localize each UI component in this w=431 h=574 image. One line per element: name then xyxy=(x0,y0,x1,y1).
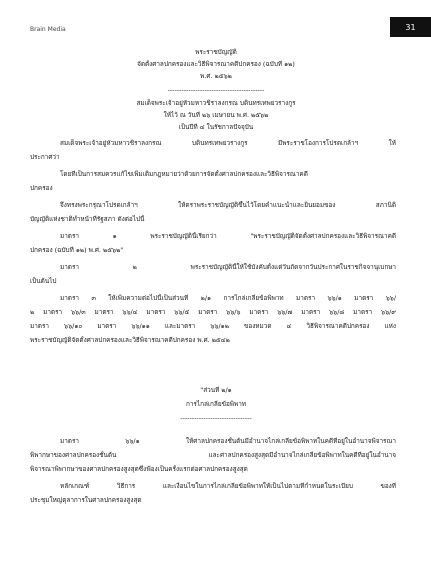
paragraph-line: มาตรา ๑ พระราชบัญญัตินี้เรียกว่า "พระราชบัญญัติจัดตั้งศาลปกครองและวิธีพิจารณาคดี xyxy=(60,232,396,240)
act-title: พระราชบัญญัติ xyxy=(195,48,237,56)
paragraph-line: สมเด็จพระเจ้าอยู่หัวมหาวชิราลงกรณ บดินทรเทพยวรางกูร มีพระราชโองการโปรดเกล้าฯ ให้ xyxy=(60,139,396,147)
king-name: สมเด็จพระเจ้าอยู่หัวมหาวชิราลงกรณ บดินทรเทพยวรางกูร xyxy=(136,99,296,107)
paragraph-line: ประกาศว่า xyxy=(30,153,60,161)
act-year: พ.ศ. ๒๕๖๒ xyxy=(200,72,232,80)
page-number-badge: 31 xyxy=(390,17,431,37)
paragraph-line: พิพากษาของศาลปกครองชั้นต้น และศาลปกครองสูงสุดมีอำนาจไกล่เกลี่ยข้อพิพาทในคดีที่อยู่ในอำนาจ xyxy=(30,451,396,459)
divider: ------------------------------------------ xyxy=(167,86,265,94)
paragraph-line: มาตรา ๖๖/๑ ให้ศาลปกครองชั้นต้นมีอำนาจไกล่เกลี่ยข้อพิพาทในคดีที่อยู่ในอำนาจพิจารณา xyxy=(60,437,396,445)
act-subtitle: จัดตั้งศาลปกครองและวิธีพิจารณาคดีปกครอง (ฉบับที่ ๑๒) xyxy=(137,60,295,68)
paragraph-line: มาตรา ๖๖/๑๐ มาตรา ๖๖/๑๑ และมาตรา ๖๖/๑๒ ของหมวด ๔ วิธีพิจารณาคดีปกครอง แห่ง xyxy=(30,322,396,330)
paragraph-line: พิจารณาพิพากษาของศาลปกครองสูงสุดซึ่งฟ้องเป็นครั้งแรกต่อศาลปกครองสูงสุด xyxy=(30,465,248,473)
paragraph-line: ประชุมใหญ่ตุลาการในศาลปกครองสูงสุด xyxy=(30,496,142,504)
section-heading: "ส่วนที่ ๒/๑ xyxy=(200,386,232,394)
reign-year: เป็นปีที่ ๔ ในรัชกาลปัจจุบัน xyxy=(178,123,254,131)
paragraph-line: เป็นต้นไป xyxy=(30,277,57,285)
paragraph-line: จึงทรงพระกรุณาโปรดเกล้าฯ ให้ตราพระราชบัญญัติขึ้นไว้โดยคำแนะนำและยินยอมของ สภานิติ xyxy=(60,201,396,209)
paragraph-line: บัญญัติแห่งชาติทำหน้าที่รัฐสภา ดังต่อไปนี้ xyxy=(30,215,145,223)
paragraph-line: หลักเกณฑ์ วิธีการ และเงื่อนไขในการไกล่เกลี่ยข้อพิพาทให้เป็นไปตามที่กำหนดในระเบียบ ของที่ xyxy=(60,482,396,490)
paragraph-line: พระราชบัญญัติจัดตั้งศาลปกครองและวิธีพิจารณาคดีปกครอง พ.ศ. ๒๕๔๒ xyxy=(30,336,230,344)
paragraph-line: โดยที่เป็นการสมควรแก้ไขเพิ่มเติมกฎหมายว่าด้วยการจัดตั้งศาลปกครองและวิธีพิจารณาคดี xyxy=(60,170,308,178)
header-brand: Brain Media xyxy=(30,26,66,33)
given-date: ให้ไว้ ณ วันที่ ๒๖ เมษายน พ.ศ. ๒๕๖๒ xyxy=(163,111,269,119)
paragraph-line: มาตรา ๒ พระราชบัญญัตินี้ให้ใช้บังคับตั้งแต่วันถัดจากวันประกาศในราชกิจจานุเบกษา xyxy=(60,263,396,271)
paragraph-line: ปกครอง (ฉบับที่ ๑๒) พ.ศ. ๒๕๖๒" xyxy=(30,246,124,254)
paragraph-line: ปกครอง xyxy=(30,184,53,192)
paragraph-line: ๒ มาตรา ๖๖/๓ มาตรา ๖๖/๔ มาตรา ๖๖/๕ มาตรา ๖๖/๖ มาตรา ๖๖/๗ มาตรา ๖๖/๘ มาตรา ๖๖/๙ xyxy=(30,308,396,316)
divider: ------------------------------- xyxy=(180,414,252,422)
section-title: การไกล่เกลี่ยข้อพิพาท xyxy=(185,400,247,408)
paragraph-line: มาตรา ๓ ให้เพิ่มความต่อไปนี้เป็นส่วนที่ ๒/๑ การไกล่เกลี่ยข้อพิพาท มาตรา ๖๖/๑ มาตรา ๖๖/ xyxy=(60,294,396,302)
